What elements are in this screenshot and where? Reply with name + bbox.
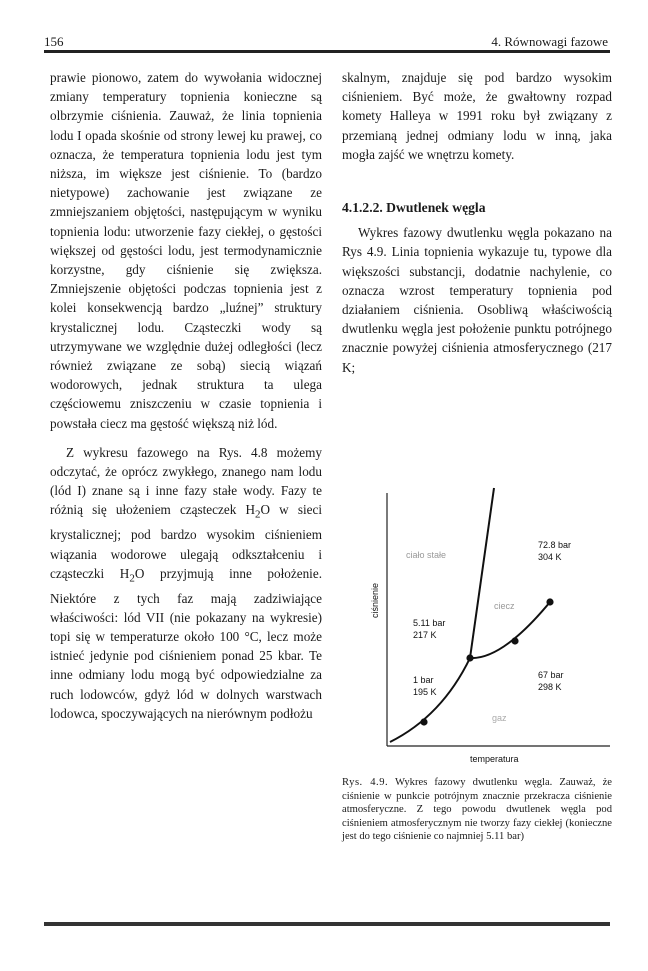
- point-67-bar-marker: [511, 637, 518, 644]
- right-column: [342, 68, 612, 377]
- footer-rule: [44, 922, 610, 926]
- paragraph-text: O przyjmują inne położenie. Niektóre z tych faz mają zadziwiające właściwości: lód VII (nie pokazany na wykresie) topi się w temperaturze około 100 °C, lecz może istnieć jedynie pod ciśnieniem ponad 25 kbar. Te inne odmiany lodu mogą być odpowiedzialne za ruch lodowców, gdyż lód w dolnych warstwach lodowca, spoczywających na nierównym podłożu: [50, 565, 322, 721]
- paragraph-text: O w sieci krystalicznej; pod bardzo wysokim ciśnieniem wiązania wodorowe ulegają odkształceniu i cząsteczki H: [50, 502, 322, 581]
- subscript: 2: [129, 572, 135, 585]
- paragraph-continuation: skalnym, znajduje się pod bardzo wysokim ciśnieniem. Być może, że gwałtowny rozpad komety Halleya w 1991 roku był związany z przemianą jednej odmiany lodu w inną, jaka mogła zajść we wnętrzu komety.: [342, 70, 612, 162]
- critical-point-marker: [546, 598, 553, 605]
- point-1-temp-label: 195 K: [413, 687, 437, 697]
- caption-label: Rys. 4.9.: [342, 777, 389, 788]
- sublimation-curve: [390, 658, 470, 742]
- region-gas-label: gaz: [492, 713, 507, 723]
- triple-temp-label: 217 K: [413, 630, 437, 640]
- melting-line: [470, 488, 494, 658]
- region-solid-label: ciało stałe: [406, 550, 447, 560]
- y-axis-label: ciśnienie: [370, 582, 380, 618]
- left-column: [50, 68, 322, 723]
- triple-point-marker: [466, 654, 473, 661]
- page-number: 156: [44, 34, 64, 49]
- point-67-pressure-label: 67 bar: [538, 670, 564, 680]
- point-1-bar-marker: [420, 718, 427, 725]
- header-rule: [44, 50, 610, 53]
- paragraph-ice-melting: prawie pionowo, zatem do wywołania widocznej zmiany temperatury topnienia konieczne są olbrzymie ciśnienia. Zauważ, że linia topnienia lodu I opada skośnie od strony lewej ku prawej, co oznacza, że temperatura topnienia lodu jest tym niższa, im większe jest ciśnienie. To (bardzo nietypowe) zachowanie jest związane ze zmniejszaniem objętości, następującym w wyniku topnienia lodu: utworzenie fazy ciekłej, o gęstości większej od gęstości lodu, jest termodynamicznie korzystne, gdy ciśnienie się zwiększa. Zmniejszenie objętości podczas topnienia jest z kolei konsekwencją bardzo „luźnej” struktury krystalicznej lodu. Cząsteczki wody są utrzymywane we względnie dużej odległości (lecz również związane ze sobą) siecią wiązań wodorowych, jednak struktura ta ulega częściowemu zniszczeniu w czasie topnienia i powstała ciecz ma gęstość większą niż lód.: [50, 70, 322, 431]
- phase-diagram-figure: [342, 478, 612, 778]
- critical-pressure-label: 72.8 bar: [538, 540, 572, 550]
- point-1-pressure-label: 1 bar: [413, 675, 434, 685]
- section-heading: 4.1.2.2. Dwutlenek węgla: [342, 200, 486, 216]
- figure-caption: [342, 776, 612, 844]
- triple-pressure-label: 5.11 bar: [413, 618, 446, 628]
- point-67-temp-label: 298 K: [538, 682, 562, 692]
- paragraph-ice-phases: [50, 443, 322, 723]
- region-liquid-label: ciecz: [494, 601, 515, 611]
- phase-diagram: [342, 478, 612, 778]
- subscript: 2: [254, 509, 261, 522]
- x-axis-label: temperatura: [470, 754, 519, 764]
- paragraph-co2: Wykres fazowy dwutlenku węgla pokazano na Rys 4.9. Linia topnienia wykazuje tu, typowe dla większości substancji, dodatnie nachylenie, co oznacza wzrost temperatury topnienia pod działaniem ciśnienia. Osobliwą właściwością dwutlenku węgla jest położenie punktu potrójnego znacznie powyżej ciśnienia atmosferycznego (217 K;: [342, 225, 612, 375]
- caption-text: Wykres fazowy dwutlenku węgla. Zauważ, że ciśnienie w punkcie potrójnym znacznie przekracza ciśnienie atmosferyczne. Z tego powodu dwutlenek węgla pod ciśnieniem atmosferycznym nie tworzy fazy ciekłej (konieczne jest do tego ciśnienie co najmniej 5.11 bar): [342, 777, 612, 843]
- critical-temp-label: 304 K: [538, 552, 562, 562]
- chapter-title: 4. Równowagi fazowe: [491, 34, 608, 49]
- paragraph-text: Z wykresu fazowego na Rys. 4.8 możemy odczytać, że oprócz zwykłego, znanego nam lodu (lód I) znane są i inne fazy stałe wody. Fazy te różnią się ułożeniem cząsteczek H: [50, 444, 322, 518]
